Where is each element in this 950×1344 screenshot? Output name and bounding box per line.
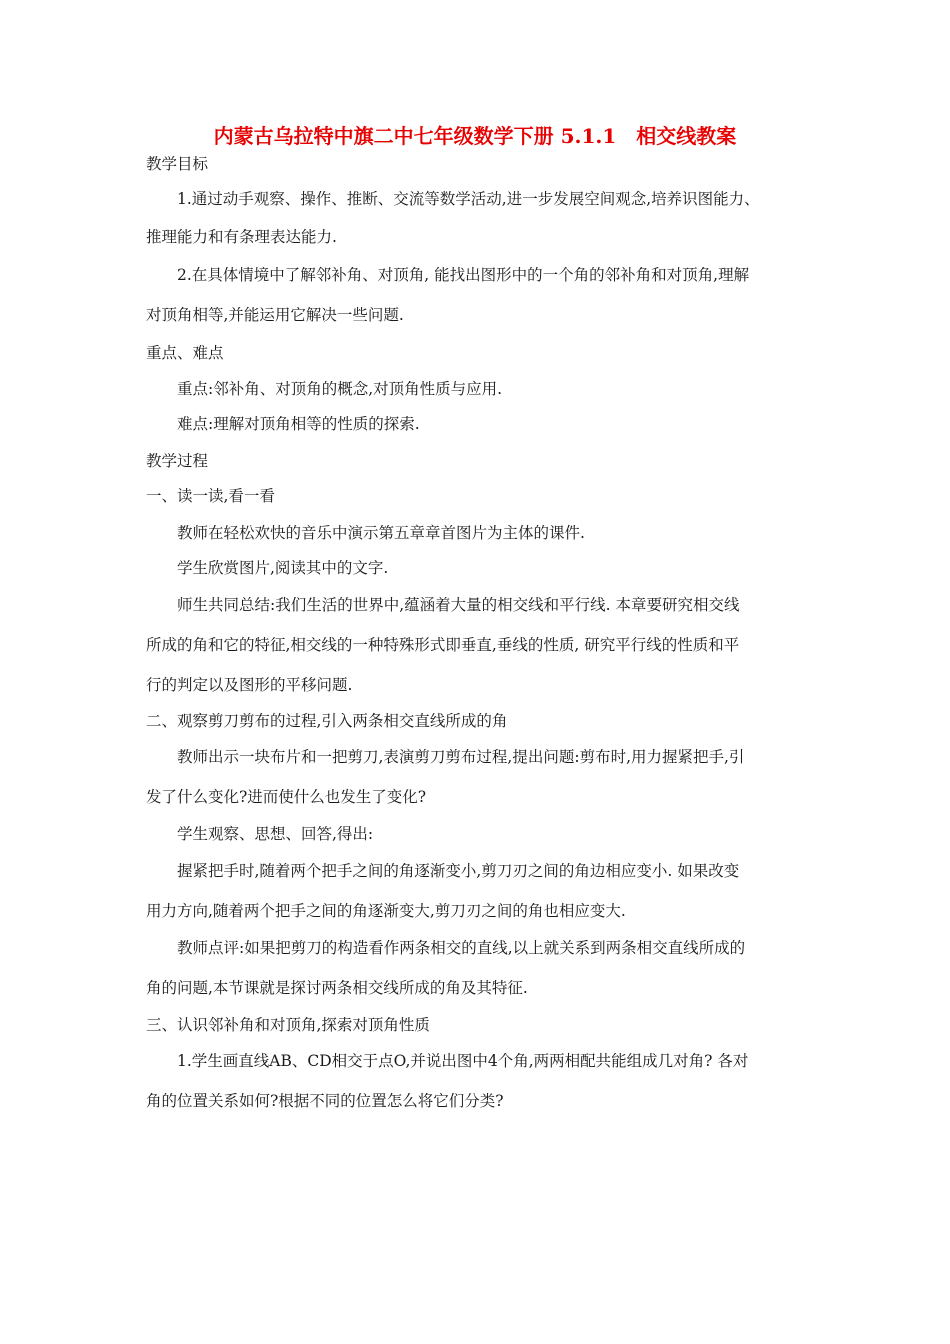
paragraph-line: 重点:邻补角、对顶角的概念,对顶角性质与应用. <box>177 380 503 398</box>
paragraph-line: 所成的角和它的特征,相交线的一种特殊形式即垂直,垂线的性质, 研究平行线的性质和平 <box>146 636 740 654</box>
paragraph-line: 推理能力和有条理表达能力. <box>146 228 337 246</box>
paragraph-line: 学生欣赏图片,阅读其中的文字. <box>177 559 389 577</box>
paragraph-line: 2.在具体情境中了解邻补角、对顶角, 能找出图形中的一个角的邻补角和对顶角,理解 <box>177 266 750 284</box>
paragraph-line: 对顶角相等,并能运用它解决一些问题. <box>146 306 404 324</box>
paragraph-line: 1.学生画直线AB、CD相交于点O,并说出图中4个角,两两相配共能组成几对角? 各对 <box>177 1052 749 1070</box>
section-heading-objectives: 教学目标 <box>146 155 209 173</box>
paragraph-line: 行的判定以及图形的平移问题. <box>146 676 353 694</box>
paragraph-line: 学生观察、思想、回答,得出: <box>177 825 374 843</box>
paragraph-line: 师生共同总结:我们生活的世界中,蕴涵着大量的相交线和平行线. 本章要研究相交线 <box>177 596 740 614</box>
paragraph-line: 教师出示一块布片和一把剪刀,表演剪刀剪布过程,提出问题:剪布时,用力握紧把手,引 <box>177 748 745 766</box>
document-title: 内蒙古乌拉特中旗二中七年级数学下册 5.1.1 相交线教案 <box>213 124 737 148</box>
paragraph-line: 1.通过动手观察、操作、推断、交流等数学活动,进一步发展空间观念,培养识图能力、 <box>177 190 760 208</box>
section-heading-process: 教学过程 <box>146 452 209 470</box>
paragraph-line: 握紧把手时,随着两个把手之间的角逐渐变小,剪刀刃之间的角边相应变小. 如果改变 <box>177 862 740 880</box>
subsection-heading-1: 一、读一读,看一看 <box>146 487 275 505</box>
paragraph-line: 教师在轻松欢快的音乐中演示第五章章首图片为主体的课件. <box>177 524 585 542</box>
subsection-heading-3: 三、认识邻补角和对顶角,探索对顶角性质 <box>146 1016 430 1034</box>
paragraph-line: 角的问题,本节课就是探讨两条相交线所成的角及其特征. <box>146 979 528 997</box>
section-heading-key-points: 重点、难点 <box>146 344 224 362</box>
paragraph-line: 角的位置关系如何?根据不同的位置怎么将它们分类? <box>146 1092 504 1110</box>
paragraph-line: 用力方向,随着两个把手之间的角逐渐变大,剪刀刃之间的角也相应变大. <box>146 902 626 920</box>
paragraph-line: 发了什么变化?进而使什么也发生了变化? <box>146 788 427 806</box>
paragraph-line: 教师点评:如果把剪刀的构造看作两条相交的直线,以上就关系到两条相交直线所成的 <box>177 939 746 957</box>
paragraph-line: 难点:理解对顶角相等的性质的探索. <box>177 415 420 433</box>
subsection-heading-2: 二、观察剪刀剪布的过程,引入两条相交直线所成的角 <box>146 712 508 730</box>
